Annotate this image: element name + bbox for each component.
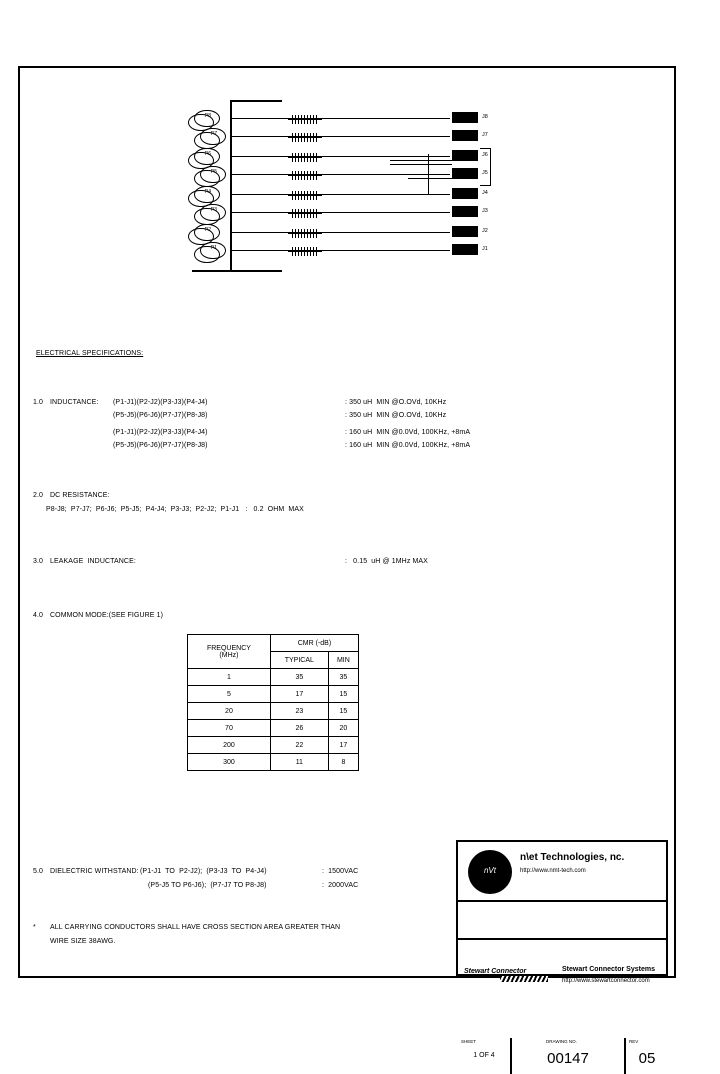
dielectric-line-1-left: (P1-J1 TO P2-J2); (P3-J3 TO P4-J4) <box>140 868 267 875</box>
cell-min: 15 <box>328 686 358 703</box>
table-header-cmr: CMR (-dB) <box>270 635 358 652</box>
cell-freq: 5 <box>188 686 271 703</box>
coil-label-p2: P2 <box>204 227 212 233</box>
wire-j5 <box>232 174 450 175</box>
transformer-symbol-4 <box>288 170 322 182</box>
coil-p7 <box>200 128 226 145</box>
pad-label-j1: J1 <box>482 246 488 252</box>
drawing-value: 00147 <box>547 1050 589 1067</box>
inductance-row-2-right: : 350 uH MIN @O.OVd, 10KHz <box>345 412 447 419</box>
coil-label-p7: P7 <box>210 131 218 137</box>
rev-label: REV <box>629 1039 639 1044</box>
inductance-row-3-left: (P1-J1)(P2-J2)(P3-J3)(P4-J4) <box>113 429 208 436</box>
cell-freq: 300 <box>188 754 271 771</box>
transformer-symbol-8 <box>288 246 322 258</box>
pad-label-j6: J6 <box>482 152 488 158</box>
wire-j8 <box>232 118 450 119</box>
coil-p4 <box>194 186 220 203</box>
stewart-brand-name: Stewart Connector <box>464 968 527 975</box>
pad-label-j8: J8 <box>482 114 488 120</box>
stewart-line: Stewart Connector Systems <box>562 966 655 973</box>
dielectric-line-2-right: : 2000VAC <box>322 882 359 889</box>
inductance-number: 1.0 <box>33 399 44 406</box>
dielectric-number: 5.0 <box>33 868 44 875</box>
coil-p5 <box>200 166 226 183</box>
company-logo-text: nVt <box>483 866 496 875</box>
leakage-number: 3.0 <box>33 558 44 565</box>
pad-label-j2: J2 <box>482 228 488 234</box>
note-line-2: WIRE SIZE 38AWG. <box>50 938 116 945</box>
inductance-row-2-left: (P5-J5)(P6-J6)(P7-J7)(P8-J8) <box>113 412 208 419</box>
table-header-row-1 <box>188 635 359 652</box>
table-row <box>188 754 359 771</box>
dc-resistance-title: DC RESISTANCE: <box>50 492 110 499</box>
table-row <box>188 720 359 737</box>
title-block-stewart-row <box>458 902 666 984</box>
coil-p2 <box>194 224 220 241</box>
jumper-wire-d <box>428 154 429 194</box>
pad-label-j7: J7 <box>482 132 488 138</box>
bus-vertical-line <box>230 100 232 272</box>
wire-j7 <box>232 136 450 137</box>
stewart-logo-bars-icon <box>500 976 548 982</box>
cell-min: 20 <box>328 720 358 737</box>
dc-resistance-line: P8-J8; P7-J7; P6-J6; P5-J5; P4-J4; P3-J3; P2-J2; P1-J1 : 0.2 OHM MAX <box>46 506 304 513</box>
inductance-row-3-right: : 160 uH MIN @0.0Vd, 100KHz, +8mA <box>345 429 471 436</box>
coil-p6 <box>194 148 220 165</box>
common-mode-table <box>187 634 359 771</box>
pad-j4 <box>452 188 478 199</box>
rev-value: 05 <box>638 1050 656 1067</box>
connector-brace <box>480 148 491 186</box>
coil-label-p1: P1 <box>210 245 218 251</box>
cell-typical: 26 <box>270 720 328 737</box>
title-block-company-row <box>458 842 666 902</box>
pad-j2 <box>452 226 478 237</box>
title-block <box>456 840 668 1067</box>
pad-label-j4: J4 <box>482 190 488 196</box>
wire-j2 <box>232 232 450 233</box>
wire-j3 <box>232 212 450 213</box>
cell-min: 35 <box>328 669 358 686</box>
pad-j7 <box>452 130 478 141</box>
rev-cell <box>626 1038 668 1074</box>
coil-p3 <box>200 204 226 221</box>
company-url: http://www.nmt-tech.com <box>520 868 586 874</box>
pad-label-j5: J5 <box>482 170 488 176</box>
coil-p8 <box>194 110 220 127</box>
table-header-typical: TYPICAL <box>270 652 328 669</box>
jumper-wire-b <box>390 164 452 165</box>
drawing-label: DRAWING NO. <box>546 1039 577 1044</box>
cell-min: 8 <box>328 754 358 771</box>
inductance-title: INDUCTANCE: <box>50 399 99 406</box>
cell-typical: 22 <box>270 737 328 754</box>
coil-label-p4: P4 <box>204 189 212 195</box>
cell-freq: 20 <box>188 703 271 720</box>
jumper-wire-a <box>390 160 452 161</box>
coil-label-p3: P3 <box>210 207 218 213</box>
inductance-row-4-left: (P5-J5)(P6-J6)(P7-J7)(P8-J8) <box>113 442 208 449</box>
table-header-frequency-line2: (MHz) <box>219 651 239 659</box>
cell-typical: 17 <box>270 686 328 703</box>
transformer-symbol-3 <box>288 152 322 164</box>
bus-bottom-line <box>192 270 282 272</box>
wire-j1 <box>232 250 450 251</box>
cell-min: 17 <box>328 737 358 754</box>
dc-resistance-number: 2.0 <box>33 492 44 499</box>
cell-freq: 1 <box>188 669 271 686</box>
coil-label-p6: P6 <box>204 151 212 157</box>
leakage-title: LEAKAGE INDUCTANCE: <box>50 558 136 565</box>
jumper-wire-c <box>408 178 452 179</box>
sheet-label: SHEET <box>461 1039 477 1044</box>
leakage-value: : 0.15 uH @ 1MHz MAX <box>345 558 428 565</box>
inductance-row-1-left: (P1-J1)(P2-J2)(P3-J3)(P4-J4) <box>113 399 208 406</box>
transformer-symbol-2 <box>288 132 322 144</box>
dielectric-title: DIELECTRIC WITHSTAND: <box>50 868 139 875</box>
drawing-cell <box>512 1038 624 1074</box>
dielectric-line-2-left: (P5-J5 TO P6-J6); (P7-J7 TO P8-J8) <box>148 882 267 889</box>
pad-j8 <box>452 112 478 123</box>
schematic-diagram <box>180 100 520 280</box>
dielectric-line-1-right: : 1500VAC <box>322 868 359 875</box>
cell-typical: 11 <box>270 754 328 771</box>
coil-label-p8: P8 <box>204 113 212 119</box>
table-header-frequency-line1: FREQUENCY <box>206 644 251 652</box>
cell-typical: 23 <box>270 703 328 720</box>
cell-min: 15 <box>328 703 358 720</box>
note-marker: * <box>33 924 36 931</box>
sheet-cell <box>458 1038 510 1074</box>
pad-j3 <box>452 206 478 217</box>
table-header-min: MIN <box>328 652 358 669</box>
spec-title: ELECTRICAL SPECIFICATIONS: <box>36 350 144 357</box>
table-row <box>188 737 359 754</box>
common-mode-title: COMMON MODE:(SEE FIGURE 1) <box>50 612 164 619</box>
table-row <box>188 669 359 686</box>
stewart-url: http://www.stewartconnector.com <box>562 978 650 984</box>
transformer-symbol-6 <box>288 208 322 220</box>
pad-j6 <box>452 150 478 161</box>
wire-j6 <box>232 156 450 157</box>
company-name: n\et Technologies, nc. <box>520 852 625 863</box>
wire-j4 <box>232 194 450 195</box>
pad-j1 <box>452 244 478 255</box>
table-row <box>188 703 359 720</box>
transformer-symbol-7 <box>288 228 322 240</box>
transformer-symbol-1 <box>288 114 322 126</box>
note-line-1: ALL CARRYING CONDUCTORS SHALL HAVE CROSS SECTION AREA GREATER THAN <box>50 924 341 931</box>
common-mode-number: 4.0 <box>33 612 44 619</box>
pad-label-j3: J3 <box>482 208 488 214</box>
transformer-symbol-5 <box>288 190 322 202</box>
inductance-row-1-right: : 350 uH MIN @O.OVd, 10KHz <box>345 399 447 406</box>
cell-typical: 35 <box>270 669 328 686</box>
coil-p1 <box>200 242 226 259</box>
sheet-value: 1 OF 4 <box>473 1052 495 1059</box>
inductance-row-4-right: : 160 uH MIN @0.0Vd, 100KHz, +8mA <box>345 442 471 449</box>
coil-label-p5: P5 <box>210 169 218 175</box>
pad-j5 <box>452 168 478 179</box>
table-row <box>188 686 359 703</box>
cell-freq: 200 <box>188 737 271 754</box>
cell-freq: 70 <box>188 720 271 737</box>
bus-top-line <box>230 100 282 102</box>
table-header-frequency <box>188 635 271 669</box>
